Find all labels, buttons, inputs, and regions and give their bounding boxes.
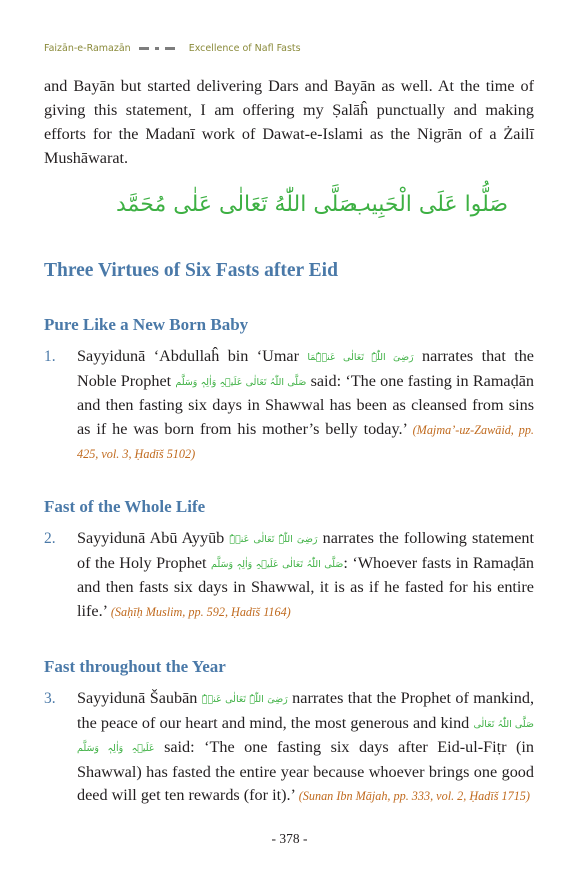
item-number: 1. <box>44 348 56 365</box>
intro-paragraph: and Bayān but started delivering Dars and Bayān as well. At the time of giving this statement, I am offering my Ṣalāĥ punctually and making efforts for the Madanī work of Dawat-e-Islami as the Nigrān of a Żailī Mushāwarat. <box>44 77 534 167</box>
running-header <box>44 40 301 56</box>
item-text: Sayyidunā Abū Ayyūb رَضِیَ اللّٰہُ تَعَالٰی عَنۡہُ narrates the following statement of the Holy Prophet صَلَّی اللّٰہُ تَعَالٰی عَلَیۡہِ وَاٰلِہٖ وَسَلَّم: ‘Whoever fasts in Ramaḍān and then fasts six days in Shawwal, it is as if he fasted for his entire life.’ (Saḥīḥ Muslim, pp. 592, Ḥadīš 1164) <box>77 529 534 620</box>
salutation-left: صَلَّى اللّٰهُ تَعَالٰى عَلٰى مُحَمَّد <box>116 192 358 217</box>
honorific-calligraphy: صَلَّی اللّٰہُ تَعَالٰی عَلَیۡہِ وَاٰلِہٖ وَسَلَّم <box>77 718 535 754</box>
page-number: - 378 - <box>271 831 308 846</box>
chapter-title: Excellence of Nafl Fasts <box>188 42 301 54</box>
header-separator <box>139 47 181 50</box>
honorific-calligraphy: رَضِیَ اللّٰہُ تَعَالٰی عَنۡہُ <box>229 534 318 545</box>
reference-citation: (Saḥīḥ Muslim, pp. 592, Ḥadīš 1164) <box>110 604 291 619</box>
subheading-3: Fast throughout the Year <box>44 657 226 676</box>
subheading-2: Fast of the Whole Life <box>44 497 206 516</box>
item-number: 3. <box>44 690 56 707</box>
section-heading: Three Virtues of Six Fasts after Eid <box>44 260 338 281</box>
book-title: Faizān-e-Ramazān <box>44 42 131 54</box>
item-text: Sayyidunā ‘Abdullaĥ bin ‘Umar رَضِیَ اللّٰہُ تَعَالٰی عَنۡہُمَا narrates that the Noble Prophet صَلَّی اللّٰہُ تَعَالٰی عَلَیۡہِ وَاٰلِہٖ وَسَلَّم said: ‘The one fasting in Ramaḍān and then fasting six days in Shawwal has been as cleansed from sins as if he was born from his mother’s belly today.’ (Majma’-uz-Zawāid, pp. 425, vol. 3, Ḥadīš 5102) <box>77 347 534 461</box>
subheading-1: Pure Like a New Born Baby <box>44 315 249 334</box>
honorific-calligraphy: رَضِیَ اللّٰہُ تَعَالٰی عَنۡہُ <box>201 694 288 705</box>
reference-citation: (Majma’-uz-Zawāid, pp. 425, vol. 3, Ḥadīš 5102) <box>77 422 534 461</box>
honorific-calligraphy: صَلَّی اللّٰہُ تَعَالٰی عَلَیۡہِ وَاٰلِہٖ وَسَلَّم <box>175 376 307 388</box>
salutation-right: صَلُّوا عَلَى الْحَبِيب <box>350 192 509 217</box>
honorific-calligraphy: رَضِیَ اللّٰہُ تَعَالٰی عَنۡہُمَا <box>307 352 414 363</box>
item-number: 2. <box>44 530 56 547</box>
item-text: Sayyidunā Šaubān رَضِیَ اللّٰہُ تَعَالٰی عَنۡہُ narrates that the Prophet of mankind, the peace of our heart and mind, the most generous and kind صَلَّی اللّٰہُ تَعَالٰی عَلَیۡہِ وَاٰلِہٖ وَسَلَّم said: ‘The one fasting six days after Eid-ul-Fiṭr (in Shawwal) has fasted the entire year because whoever brings one good deed will get ten rewards (for it).’ (Sunan Ibn Mājah, pp. 333, vol. 2, Ḥadīš 1715) <box>77 689 535 804</box>
honorific-calligraphy: صَلَّی اللّٰہُ تَعَالٰی عَلَیۡہِ وَاٰلِہٖ وَسَلَّم <box>211 558 344 570</box>
reference-citation: (Sunan Ibn Mājah, pp. 333, vol. 2, Ḥadīš 1715) <box>298 789 530 803</box>
